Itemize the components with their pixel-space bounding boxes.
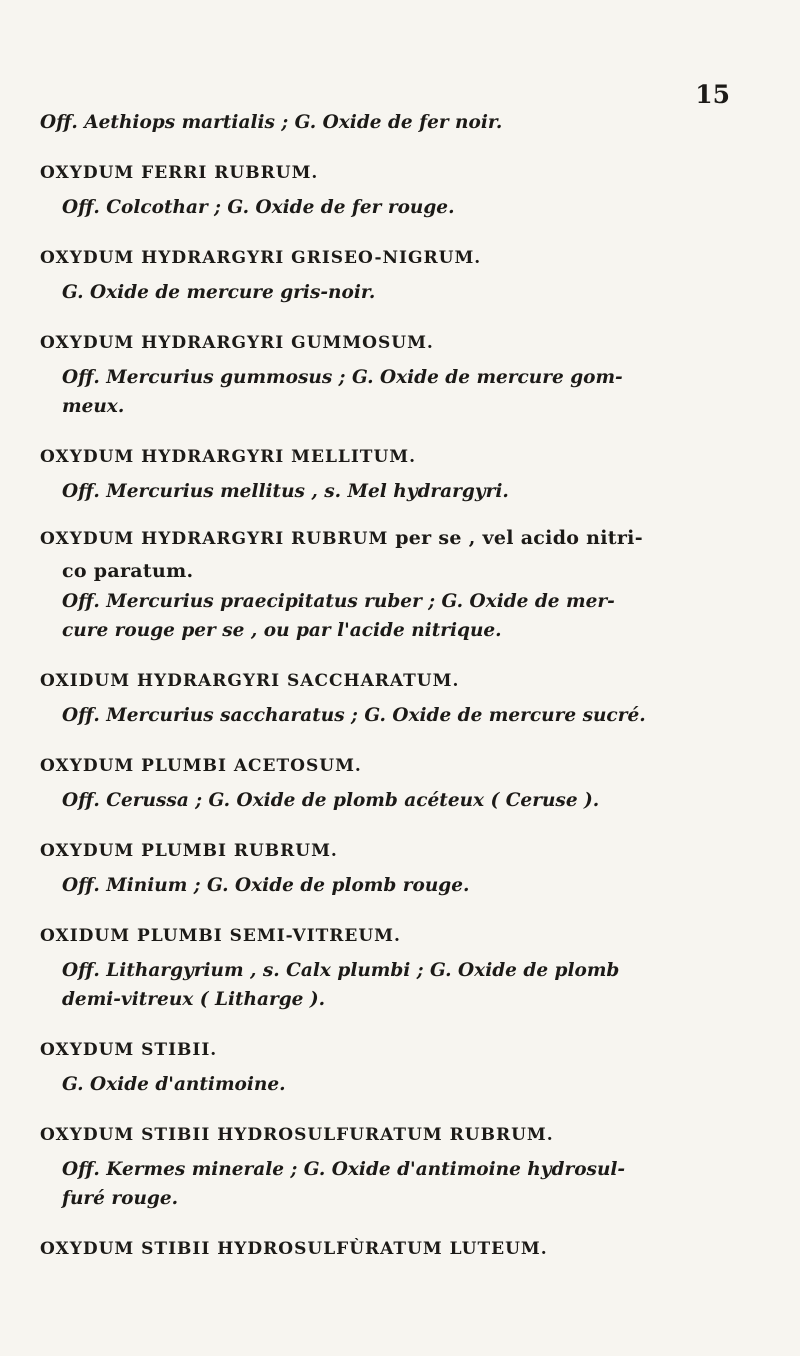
entry-detail: Off. Aethiops martialis ; G. Oxide de fer noir. — [40, 112, 503, 133]
entry-detail: Off. Mercurius saccharatus ; G. Oxide de mercure sucré. — [62, 705, 646, 726]
entry-detail-line: furé rouge. — [62, 1188, 179, 1209]
entry-detail-line: cure rouge per se , ou par l'acide nitrique. — [62, 620, 502, 641]
entry-oxydum-stibii-hydrosulfuratum-rubrum — [40, 1115, 760, 1213]
entry-detail-line: Off. Mercurius praecipitatus ruber ; G. Oxide de mer- — [62, 591, 615, 612]
entry-detail: Off. Minium ; G. Oxide de plomb rouge. — [62, 875, 470, 896]
entry-oxydum-plumbi-acetosum — [40, 746, 760, 815]
entry-heading: OXYDUM PLUMBI RUBRUM. — [40, 841, 338, 861]
entry-heading: OXYDUM HYDRARGYRI GRISEO-NIGRUM. — [40, 248, 482, 268]
entry-detail: Off. Colcothar ; G. Oxide de fer rouge. — [62, 197, 455, 218]
entry-detail — [40, 363, 760, 421]
entry-heading: OXYDUM STIBII HYDROSULFÙRATUM LUTEUM. — [40, 1239, 548, 1259]
entry-heading: OXYDUM HYDRARGYRI GUMMOSUM. — [40, 333, 434, 353]
entry-oxydum-plumbi-rubrum — [40, 831, 760, 900]
entry-heading — [40, 522, 760, 587]
entry-heading: OXYDUM STIBII HYDROSULFURATUM RUBRUM. — [40, 1125, 554, 1145]
entry-oxydum-stibii — [40, 1030, 760, 1099]
entry-heading-tail: per se , vel acido nitri- — [395, 527, 643, 549]
entry-detail-line: Off. Kermes minerale ; G. Oxide d'antimoine hydrosul- — [62, 1159, 626, 1180]
entry-detail — [40, 587, 760, 645]
entry-oxidum-plumbi-semi-vitreum — [40, 916, 760, 1014]
entry-heading: OXYDUM HYDRARGYRI MELLITUM. — [40, 447, 417, 467]
entry-detail-line: demi-vitreux ( Litharge ). — [62, 989, 326, 1010]
entry-heading-lead: OXYDUM HYDRARGYRI RUBRUM — [40, 529, 389, 549]
entry-heading: OXYDUM FERRI RUBRUM. — [40, 163, 319, 183]
entry-detail-line: meux. — [62, 396, 125, 417]
entry-oxydum-hydrargyri-rubrum — [40, 522, 760, 645]
entry-detail-line: Off. Lithargyrium , s. Calx plumbi ; G. Oxide de plomb — [62, 960, 620, 981]
entry-oxydum-hydrargyri-mellitum — [40, 437, 760, 506]
entry-detail — [40, 1155, 760, 1213]
entry-heading: OXYDUM STIBII. — [40, 1040, 218, 1060]
entry-detail: G. Oxide d'antimoine. — [62, 1074, 286, 1095]
entry-detail: G. Oxide de mercure gris-noir. — [62, 282, 376, 303]
entry-detail: Off. Cerussa ; G. Oxide de plomb acéteux ( Ceruse ). — [62, 790, 600, 811]
page-number: 15 — [695, 80, 730, 109]
entry-detail — [40, 956, 760, 1014]
entry-heading-line: co paratum. — [62, 560, 194, 582]
entry-heading: OXIDUM HYDRARGYRI SACCHARATUM. — [40, 671, 460, 691]
entry-aethiops — [40, 108, 760, 137]
entry-heading: OXYDUM PLUMBI ACETOSUM. — [40, 756, 362, 776]
entry-oxydum-hydrargyri-gummosum — [40, 323, 760, 421]
entry-detail: Off. Mercurius mellitus , s. Mel hydrargyri. — [62, 481, 509, 502]
entry-oxydum-ferri-rubrum — [40, 153, 760, 222]
entry-heading: OXIDUM PLUMBI SEMI-VITREUM. — [40, 926, 401, 946]
entry-oxydum-hydrargyri-griseo-nigrum — [40, 238, 760, 307]
entry-list — [40, 108, 760, 1285]
entry-detail-line: Off. Mercurius gummosus ; G. Oxide de mercure gom- — [62, 367, 623, 388]
entry-oxidum-hydrargyri-saccharatum — [40, 661, 760, 730]
entry-oxydum-stibii-hydrosulfuratum-luteum — [40, 1229, 760, 1269]
